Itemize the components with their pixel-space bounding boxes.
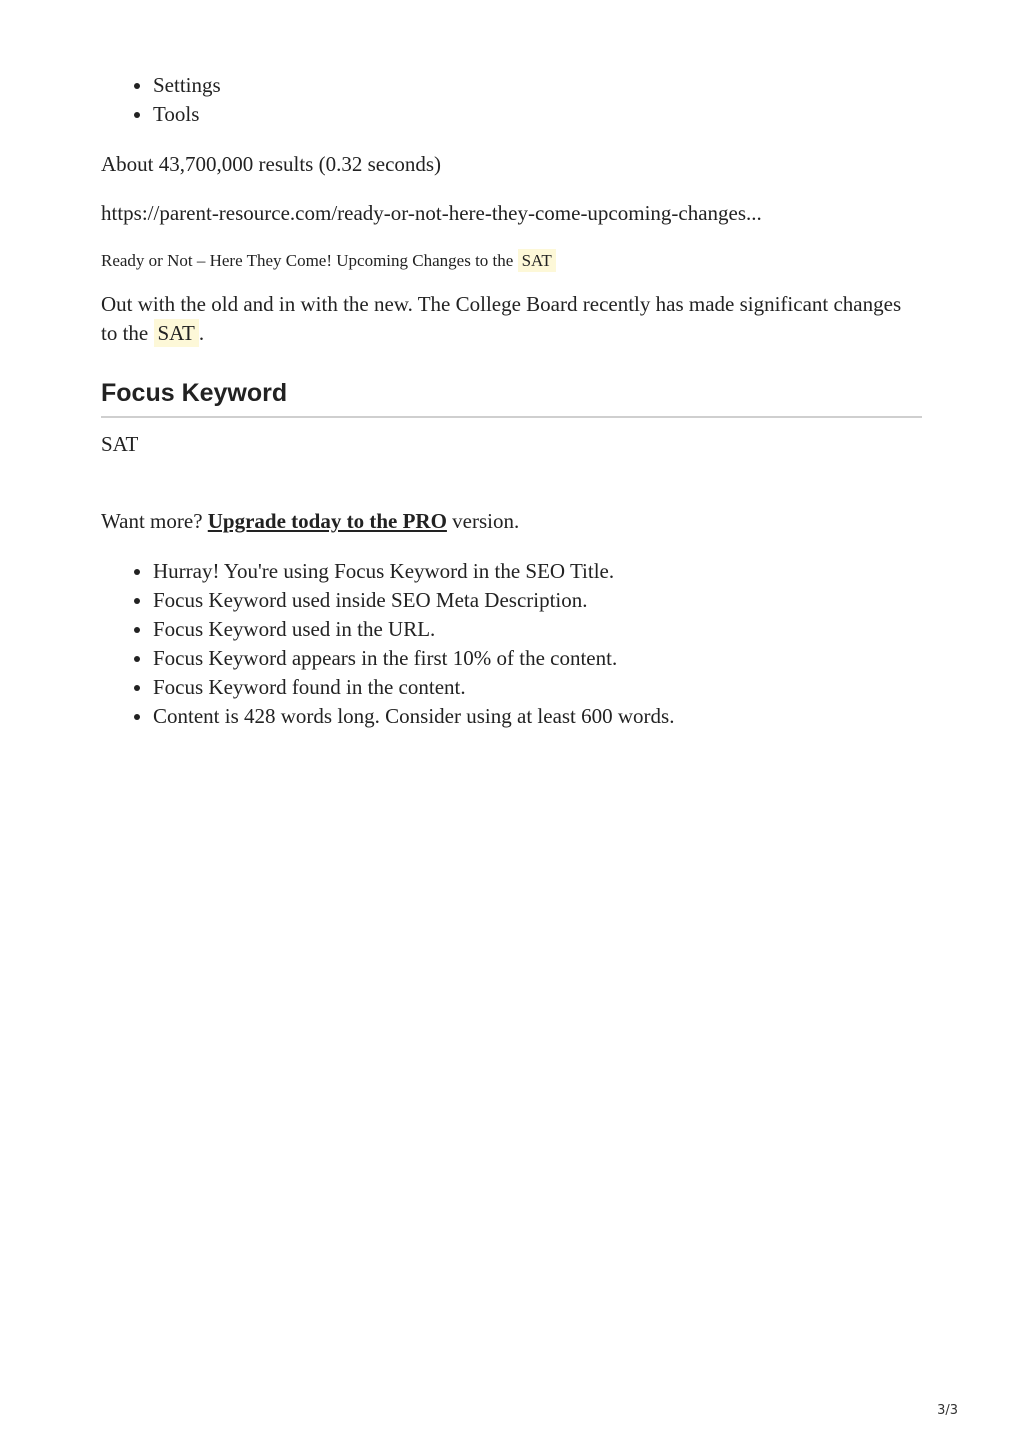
upsell-suffix: version.	[452, 509, 520, 533]
seo-check-item: • Focus Keyword found in the content.	[153, 673, 922, 702]
upgrade-pro-link[interactable]: Upgrade today to the PRO	[207, 509, 447, 533]
nav-item-settings[interactable]: • Settings	[153, 71, 922, 100]
result-snippet	[101, 290, 922, 348]
focus-keyword-heading: Focus Keyword	[101, 378, 922, 418]
result-snippet-text: Out with the old and in with the new. The College Board recently has made significant changes to the	[101, 292, 902, 345]
results-stats: About 43,700,000 results (0.32 seconds)	[101, 152, 442, 176]
result-url: https://parent-resource.com/ready-or-not-here-they-come-upcoming-changes...	[101, 201, 762, 225]
seo-check-item: • Hurray! You're using Focus Keyword in the SEO Title.	[153, 557, 922, 586]
result-snippet-end: .	[198, 321, 205, 345]
seo-check-item: • Focus Keyword appears in the first 10% of the content.	[153, 644, 922, 673]
document-page	[101, 0, 922, 731]
keyword-highlight: SAT	[518, 249, 556, 272]
nav-list	[101, 71, 922, 129]
result-title	[101, 248, 922, 274]
page-number: 3/3	[937, 1403, 958, 1418]
nav-item-tools[interactable]: • Tools	[153, 100, 922, 129]
seo-check-list	[101, 557, 922, 731]
upsell-prefix: Want more?	[101, 509, 203, 533]
focus-keyword-value: SAT	[101, 432, 139, 456]
seo-check-item: • Focus Keyword used in the URL.	[153, 615, 922, 644]
seo-check-item: • Content is 428 words long. Consider using at least 600 words.	[153, 702, 922, 731]
result-title-text: Ready or Not – Here They Come! Upcoming Changes to the	[101, 251, 514, 270]
seo-check-item: • Focus Keyword used inside SEO Meta Description.	[153, 586, 922, 615]
upsell-text	[101, 507, 922, 536]
keyword-highlight: SAT	[154, 319, 199, 347]
